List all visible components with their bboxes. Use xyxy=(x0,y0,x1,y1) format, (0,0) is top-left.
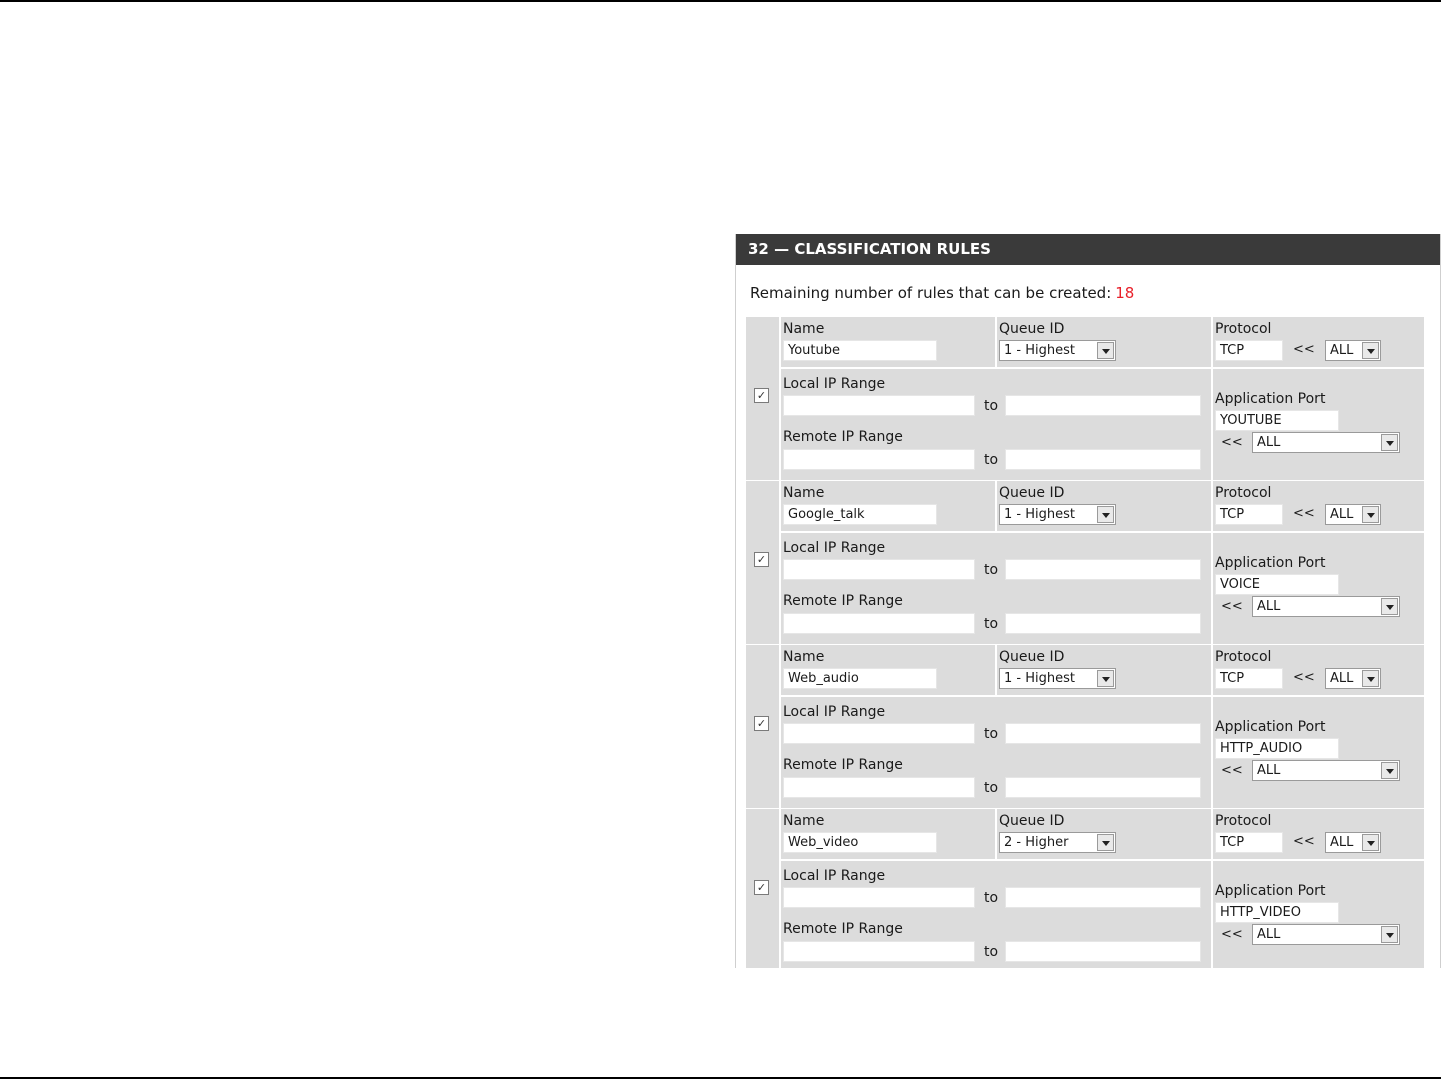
protocol-label: Protocol xyxy=(1215,485,1272,501)
local-ip-range-label: Local IP Range xyxy=(783,376,886,392)
application-port-input[interactable]: YOUTUBE xyxy=(1215,410,1339,431)
ip-range-cell xyxy=(781,697,1211,808)
application-port-cell xyxy=(1213,697,1424,808)
queue-select[interactable] xyxy=(999,340,1116,361)
protocol-select[interactable] xyxy=(1325,832,1381,853)
remote-ip-range-label: Remote IP Range xyxy=(783,757,903,773)
application-port-label: Application Port xyxy=(1215,391,1326,407)
queue-cell xyxy=(997,481,1211,531)
local-ip-end-input[interactable] xyxy=(1005,887,1201,908)
rule-row xyxy=(746,317,1424,480)
rule-row xyxy=(746,809,1424,968)
queue-select-value: 1 - Highest xyxy=(1004,343,1075,358)
top-divider xyxy=(0,0,1441,2)
protocol-select-value: ALL xyxy=(1330,671,1354,686)
remote-ip-start-input[interactable] xyxy=(783,613,975,634)
chevron-down-icon xyxy=(1381,926,1398,943)
protocol-select-value: ALL xyxy=(1330,507,1354,522)
rule-row xyxy=(746,645,1424,808)
chevron-down-icon xyxy=(1381,762,1398,779)
application-select-value: ALL xyxy=(1257,599,1281,614)
protocol-copy-button[interactable]: << xyxy=(1293,670,1315,685)
queue-cell xyxy=(997,809,1211,859)
rule-enable-cell xyxy=(746,645,779,808)
queue-id-label: Queue ID xyxy=(999,813,1065,829)
protocol-copy-button[interactable]: << xyxy=(1293,834,1315,849)
remaining-count: 18 xyxy=(1115,284,1135,302)
application-port-input[interactable]: HTTP_AUDIO xyxy=(1215,738,1339,759)
remote-ip-start-input[interactable] xyxy=(783,941,975,962)
application-copy-button[interactable]: << xyxy=(1221,763,1243,778)
rule-enable-cell xyxy=(746,809,779,968)
protocol-input[interactable]: TCP xyxy=(1215,504,1283,525)
remote-ip-start-input[interactable] xyxy=(783,449,975,470)
protocol-cell xyxy=(1213,317,1424,367)
local-ip-start-input[interactable] xyxy=(783,559,975,580)
local-to-label: to xyxy=(984,890,999,906)
remaining-label: Remaining number of rules that can be created: xyxy=(750,284,1112,302)
chevron-down-icon xyxy=(1362,342,1379,359)
application-port-input[interactable]: VOICE xyxy=(1215,574,1339,595)
rule-enable-cell xyxy=(746,481,779,644)
chevron-down-icon xyxy=(1097,506,1114,523)
name-label: Name xyxy=(783,321,825,337)
local-ip-range-label: Local IP Range xyxy=(783,704,886,720)
application-select-value: ALL xyxy=(1257,435,1281,450)
protocol-select-value: ALL xyxy=(1330,835,1354,850)
protocol-input[interactable]: TCP xyxy=(1215,832,1283,853)
remote-ip-end-input[interactable] xyxy=(1005,613,1201,634)
name-cell xyxy=(781,645,995,695)
remote-ip-range-label: Remote IP Range xyxy=(783,921,903,937)
ip-range-cell xyxy=(781,533,1211,644)
name-cell xyxy=(781,481,995,531)
local-ip-start-input[interactable] xyxy=(783,723,975,744)
protocol-input[interactable]: TCP xyxy=(1215,668,1283,689)
name-label: Name xyxy=(783,813,825,829)
application-copy-button[interactable]: << xyxy=(1221,927,1243,942)
remote-to-label: to xyxy=(984,452,999,468)
queue-id-label: Queue ID xyxy=(999,485,1065,501)
bottom-divider xyxy=(0,1077,1441,1079)
local-to-label: to xyxy=(984,726,999,742)
queue-id-label: Queue ID xyxy=(999,321,1065,337)
queue-select[interactable] xyxy=(999,832,1116,853)
remote-ip-end-input[interactable] xyxy=(1005,777,1201,798)
remote-ip-range-label: Remote IP Range xyxy=(783,593,903,609)
application-select-value: ALL xyxy=(1257,927,1281,942)
protocol-input[interactable]: TCP xyxy=(1215,340,1283,361)
protocol-cell xyxy=(1213,645,1424,695)
queue-cell xyxy=(997,317,1211,367)
name-input[interactable]: Google_talk xyxy=(783,504,937,525)
rules-list xyxy=(746,317,1424,968)
name-cell xyxy=(781,317,995,367)
chevron-down-icon xyxy=(1362,506,1379,523)
chevron-down-icon xyxy=(1097,834,1114,851)
name-input[interactable]: Web_video xyxy=(783,832,937,853)
local-ip-end-input[interactable] xyxy=(1005,559,1201,580)
protocol-copy-button[interactable]: << xyxy=(1293,506,1315,521)
queue-select-value: 1 - Highest xyxy=(1004,507,1075,522)
remaining-rules-text xyxy=(750,284,1134,302)
queue-select[interactable] xyxy=(999,504,1116,525)
queue-select-value: 2 - Higher xyxy=(1004,835,1069,850)
application-port-cell xyxy=(1213,533,1424,644)
chevron-down-icon xyxy=(1097,342,1114,359)
remote-to-label: to xyxy=(984,616,999,632)
name-cell xyxy=(781,809,995,859)
application-copy-button[interactable]: << xyxy=(1221,599,1243,614)
chevron-down-icon xyxy=(1381,598,1398,615)
chevron-down-icon xyxy=(1381,434,1398,451)
protocol-label: Protocol xyxy=(1215,813,1272,829)
queue-select[interactable] xyxy=(999,668,1116,689)
local-ip-end-input[interactable] xyxy=(1005,723,1201,744)
protocol-cell xyxy=(1213,809,1424,859)
name-input[interactable]: Web_audio xyxy=(783,668,937,689)
protocol-copy-button[interactable]: << xyxy=(1293,342,1315,357)
application-copy-button[interactable]: << xyxy=(1221,435,1243,450)
queue-cell xyxy=(997,645,1211,695)
remote-to-label: to xyxy=(984,780,999,796)
rule-enable-checkbox[interactable]: ✓ xyxy=(754,716,769,731)
rule-enable-checkbox[interactable]: ✓ xyxy=(754,552,769,567)
local-ip-end-input[interactable] xyxy=(1005,395,1201,416)
name-label: Name xyxy=(783,649,825,665)
name-label: Name xyxy=(783,485,825,501)
local-to-label: to xyxy=(984,562,999,578)
application-select[interactable] xyxy=(1252,596,1400,617)
queue-select-value: 1 - Highest xyxy=(1004,671,1075,686)
chevron-down-icon xyxy=(1362,670,1379,687)
classification-rules-panel xyxy=(735,234,1441,968)
protocol-select[interactable] xyxy=(1325,504,1381,525)
application-port-input[interactable]: HTTP_VIDEO xyxy=(1215,902,1339,923)
remote-to-label: to xyxy=(984,944,999,960)
chevron-down-icon xyxy=(1097,670,1114,687)
local-ip-range-label: Local IP Range xyxy=(783,540,886,556)
application-port-cell xyxy=(1213,369,1424,480)
protocol-select-value: ALL xyxy=(1330,343,1354,358)
local-ip-start-input[interactable] xyxy=(783,395,975,416)
application-port-label: Application Port xyxy=(1215,719,1326,735)
remote-ip-start-input[interactable] xyxy=(783,777,975,798)
rule-row xyxy=(746,481,1424,644)
queue-id-label: Queue ID xyxy=(999,649,1065,665)
ip-range-cell xyxy=(781,369,1211,480)
application-port-label: Application Port xyxy=(1215,883,1326,899)
application-select-value: ALL xyxy=(1257,763,1281,778)
rule-enable-cell xyxy=(746,317,779,480)
panel-title: 32 — CLASSIFICATION RULES xyxy=(736,234,1440,265)
chevron-down-icon xyxy=(1362,834,1379,851)
ip-range-cell xyxy=(781,861,1211,968)
application-select[interactable] xyxy=(1252,924,1400,945)
local-ip-range-label: Local IP Range xyxy=(783,868,886,884)
application-select[interactable] xyxy=(1252,432,1400,453)
remote-ip-end-input[interactable] xyxy=(1005,941,1201,962)
remote-ip-range-label: Remote IP Range xyxy=(783,429,903,445)
local-ip-start-input[interactable] xyxy=(783,887,975,908)
protocol-label: Protocol xyxy=(1215,321,1272,337)
protocol-select[interactable] xyxy=(1325,340,1381,361)
local-to-label: to xyxy=(984,398,999,414)
name-input[interactable]: Youtube xyxy=(783,340,937,361)
protocol-select[interactable] xyxy=(1325,668,1381,689)
remote-ip-end-input[interactable] xyxy=(1005,449,1201,470)
protocol-cell xyxy=(1213,481,1424,531)
application-select[interactable] xyxy=(1252,760,1400,781)
rule-enable-checkbox[interactable]: ✓ xyxy=(754,388,769,403)
application-port-label: Application Port xyxy=(1215,555,1326,571)
application-port-cell xyxy=(1213,861,1424,968)
rule-enable-checkbox[interactable]: ✓ xyxy=(754,880,769,895)
protocol-label: Protocol xyxy=(1215,649,1272,665)
